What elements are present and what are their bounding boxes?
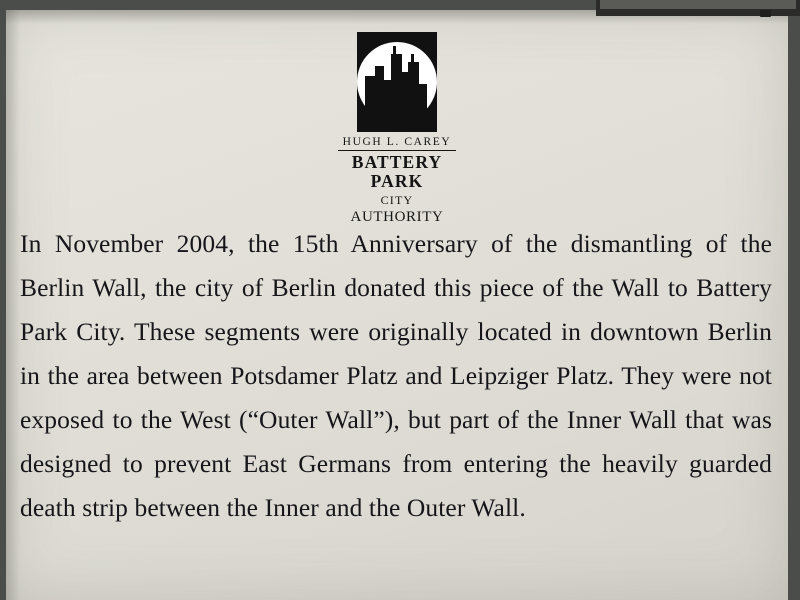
plaque-paragraph: In November 2004, the 15th Anniversary of the dismantling of the Berlin Wall, the city of Berlin donated this piece of the Wall to Battery Park City. These segments were originally located in downtown Berlin in the area between Potsdamer Platz and Leipziger Platz. They were not exposed to the West (“Outer Wall”), but part of the Inner Wall that was designed to prevent East Germans from entering the heavily guarded death strip between the Inner and the Outer Wall. xyxy=(20,229,772,522)
logo-line-battery-park: BATTERY PARK xyxy=(351,151,443,192)
battery-park-city-skyline-logo-icon xyxy=(341,32,453,132)
logo-wordmark xyxy=(336,136,458,226)
logo-line-hugh-l-carey: HUGH L. CAREY xyxy=(338,136,456,151)
mounting-bar-highlight xyxy=(600,0,796,9)
mounting-screw xyxy=(760,10,771,17)
information-plaque xyxy=(6,10,788,600)
logo-block xyxy=(336,32,458,226)
logo-line-city-authority xyxy=(336,192,458,226)
logo-word-authority: AUTHORITY xyxy=(350,208,444,225)
plaque-body-text xyxy=(20,222,772,530)
logo-word-city: CITY xyxy=(380,193,414,208)
